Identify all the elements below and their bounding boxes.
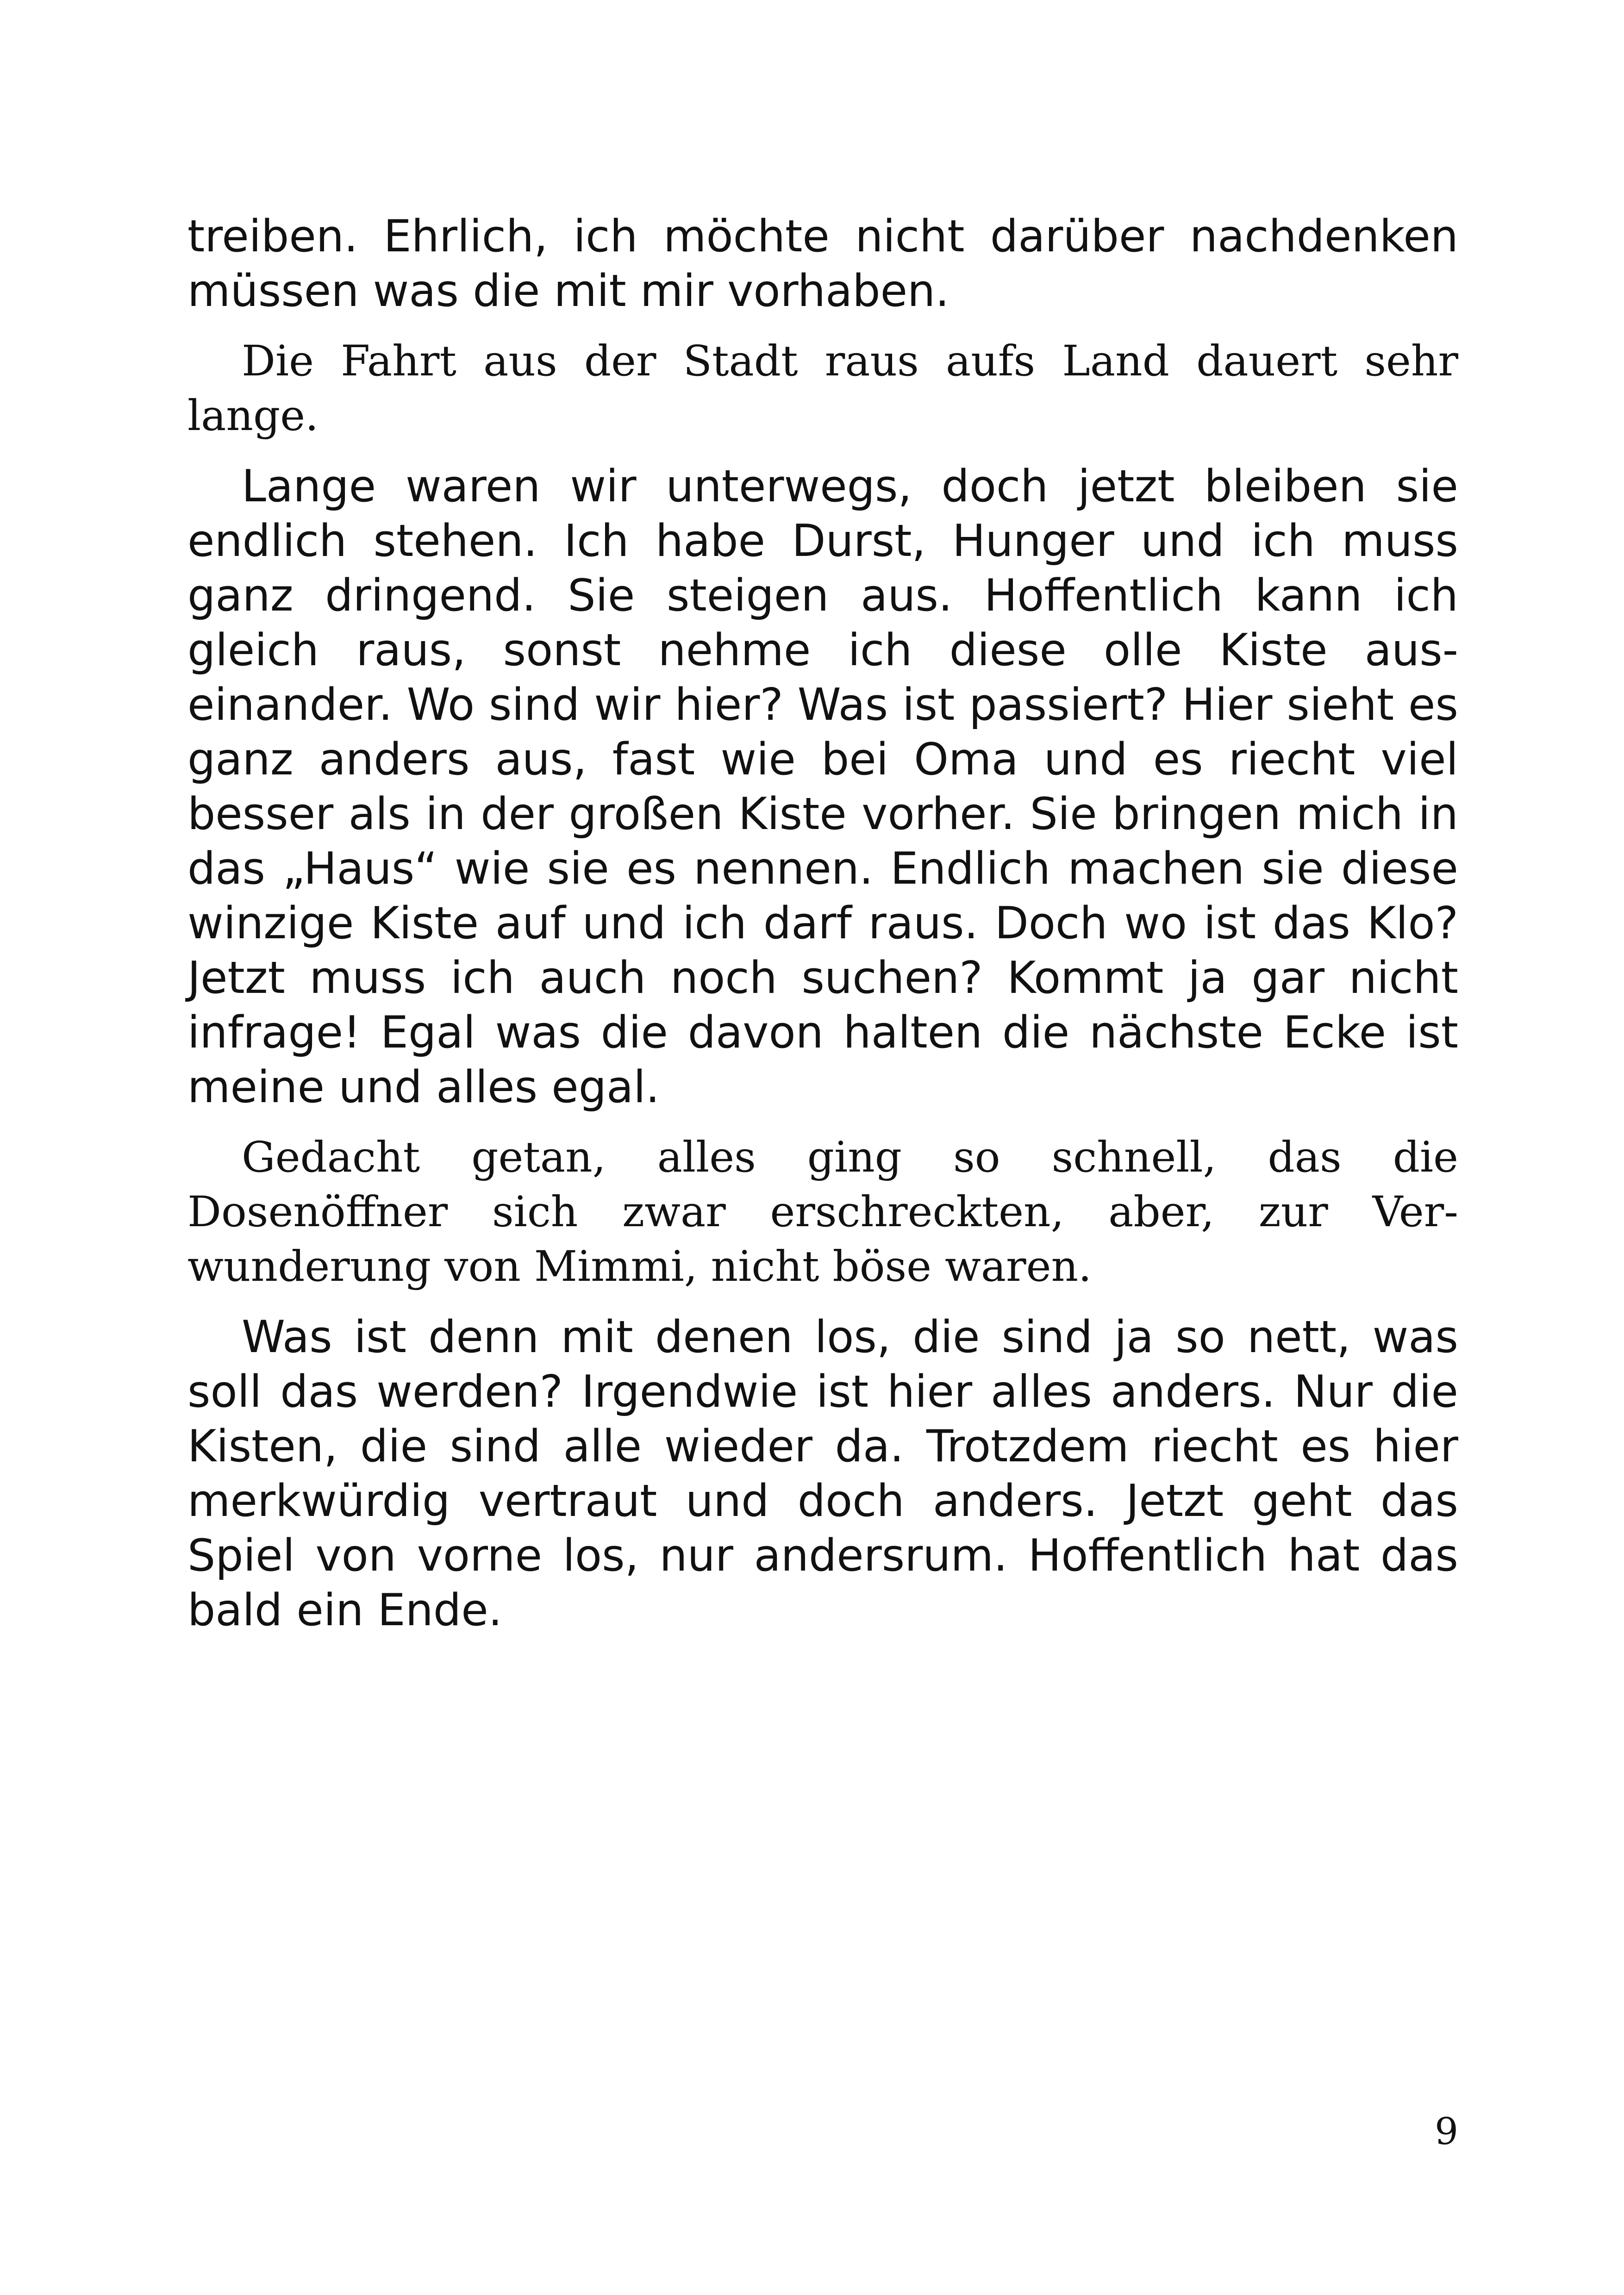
page-body (187, 209, 1458, 1653)
paragraph-5: Was ist denn mit denen los, die sind ja so nett, was soll das werden? Irgendwie ist hier alles anders. Nur die Kisten, die sind alle wieder da. Trotzdem riecht es hier merkwürdig vertraut und doch anders. Jetzt geht das Spiel von vorne los, nur andersrum. Hoffentlich hat das bald ein Ende. (187, 1312, 1458, 1636)
paragraph-1: treiben. Ehrlich, ich möchte nicht darüber nachdenken müssen was die mit mir vorhaben. (187, 211, 1458, 317)
paragraph-3: Lange waren wir unterwegs, doch jetzt bleiben sie endlich stehen. Ich habe Durst, Hunger und ich muss ganz dringend. Sie steigen aus. Hoffentlich kann ich gleich raus, sonst nehme ich diese olle Kiste auseinander. Wo sind wir hier? Was ist passiert? Hier sieht es ganz anders aus, fast wie bei Oma und es riecht viel besser als in der großen Kiste vorher. Sie bringen mich in das „Haus“ wie sie es nennen. Endlich machen sie diese winzige Kiste auf und ich darf raus. Doch wo ist das Klo? Jetzt muss ich auch noch suchen? Kommt ja gar nicht infrage! Egal was die davon halten die nächste Ecke ist meine und alles egal. (187, 461, 1458, 1113)
paragraph-2: Die Fahrt aus der Stadt raus aufs Land dauert sehr lange. (187, 337, 1458, 440)
paragraph-4: Gedacht getan, alles ging so schnell, das die Dosenöffner sich zwar erschreckten, aber, zur Verwunderung von Mimmi, nicht böse waren. (187, 1133, 1458, 1291)
page-number: 9 (1435, 2110, 1458, 2153)
